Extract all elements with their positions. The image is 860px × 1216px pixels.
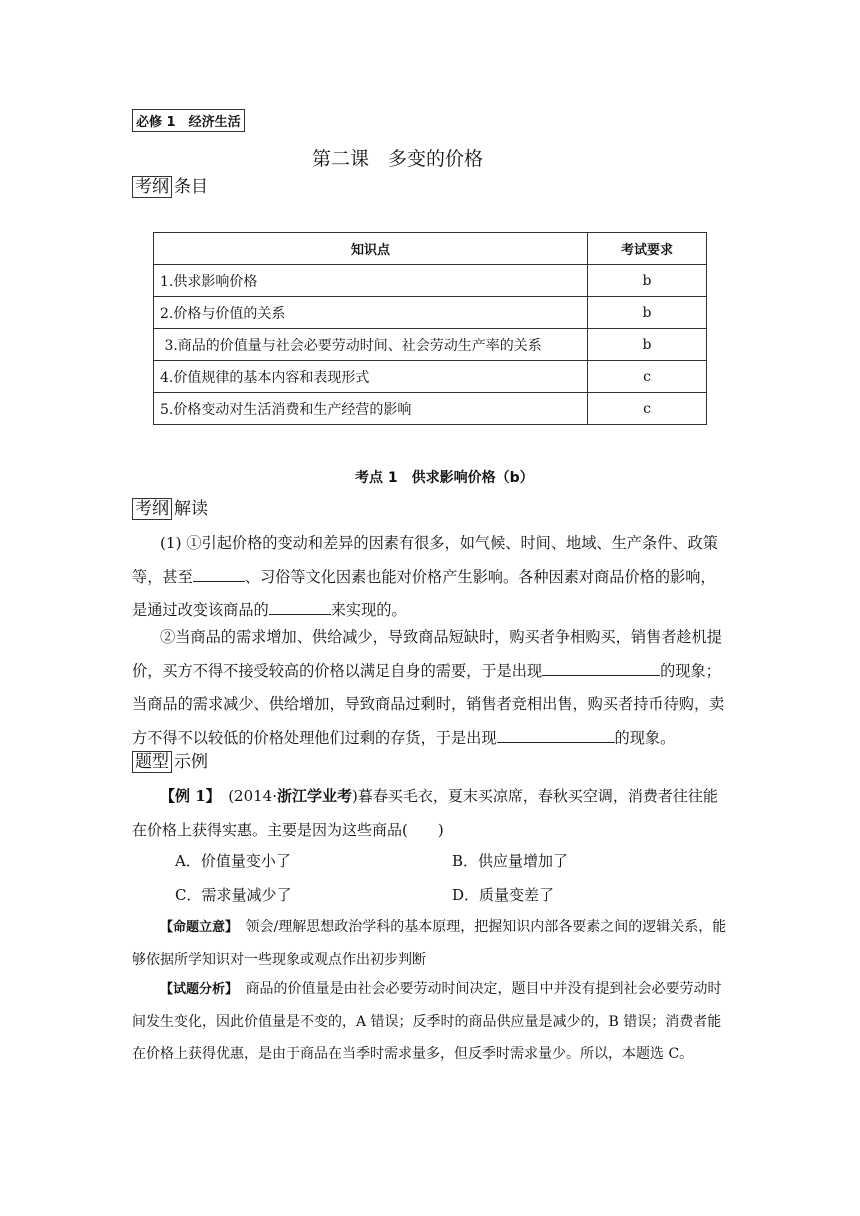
section-label-examples bbox=[132, 747, 208, 772]
section-text: 条目 bbox=[174, 177, 208, 197]
option-a: A．价值量变小了 bbox=[175, 852, 291, 870]
example-question bbox=[132, 780, 728, 847]
question-intent bbox=[132, 911, 732, 976]
section-text: 示例 bbox=[174, 752, 208, 772]
intent-text: 领会/理解思想政治学科的基本原理，把握知识内部各要素之间的逻辑关系，能够依据所学知识对一些现象或观点作出初步判断 bbox=[132, 919, 727, 968]
topic-cell: 3.商品的价值量与社会必要劳动时间、社会劳动生产率的关系 bbox=[154, 329, 588, 361]
topic-cell: 5.价格变动对生活消费和生产经营的影响 bbox=[154, 393, 588, 425]
example-text: )暮春买毛衣，夏末买凉席，春秋买空调，消费者往往能在价格上获得实惠。主要是因为这些商品( ) bbox=[132, 787, 718, 839]
requirement-cell: c bbox=[588, 361, 707, 393]
requirement-cell: b bbox=[588, 329, 707, 361]
header-requirement: 考试要求 bbox=[588, 233, 707, 265]
section-box: 考纲 bbox=[132, 176, 172, 198]
page-title: 第二课 多变的价格 bbox=[312, 148, 484, 170]
course-badge: 必修 1 经济生活 bbox=[132, 109, 245, 132]
intent-label: 【命题立意】 bbox=[160, 920, 232, 935]
table-row bbox=[154, 393, 707, 425]
table-row bbox=[154, 361, 707, 393]
section-label-interpretation bbox=[132, 494, 208, 519]
topic-cell: 4.价值规律的基本内容和表现形式 bbox=[154, 361, 588, 393]
table-row bbox=[154, 265, 707, 297]
option-d: D．质量变差了 bbox=[452, 886, 555, 904]
option-c: C．需求量减少了 bbox=[175, 886, 292, 904]
fill-blank bbox=[269, 600, 331, 615]
p2-text-a: ②当商品的需求增加、供给减少，导致商品短缺时，购买者争相购买，销售者趁机提价，买方不得不接受较高的价格以满足自身的需要，于是出现 bbox=[132, 628, 722, 680]
topic-cell: 2.价格与价值的关系 bbox=[154, 297, 588, 329]
example-label: 【例 1】 bbox=[160, 787, 214, 805]
requirement-cell: c bbox=[588, 393, 707, 425]
table-row bbox=[154, 297, 707, 329]
fill-blank bbox=[542, 661, 660, 676]
section-box: 题型 bbox=[132, 751, 172, 773]
analysis-label: 【试题分析】 bbox=[160, 982, 232, 997]
p1-text-c: 来实现的。 bbox=[330, 601, 407, 619]
p2-text-c: 的现象。 bbox=[614, 728, 676, 747]
table-header-row bbox=[154, 233, 707, 265]
section-box: 考纲 bbox=[132, 498, 172, 520]
paragraph-2 bbox=[132, 621, 728, 755]
requirement-cell: b bbox=[588, 297, 707, 329]
topic-cell: 1.供求影响价格 bbox=[154, 265, 588, 297]
example-source-pre: (2014· bbox=[228, 787, 277, 805]
p2-text-b: 的现象；当商品的需求减少、供给增加，导致商品过剩时，销售者竞相出售，购买者持币待购，卖方不得不以较低的价格处理他们过剩的存货，于是出现 bbox=[132, 661, 725, 747]
question-analysis bbox=[132, 973, 732, 1070]
section-text: 解读 bbox=[174, 499, 208, 519]
section-label-outline bbox=[132, 172, 208, 197]
header-topic: 知识点 bbox=[154, 233, 588, 265]
table-row bbox=[154, 329, 707, 361]
p1-text-a: (1) ①引起价格的变动和差异的因素有很多，如气候、时间、地域、生产条件、政策等，甚至 bbox=[132, 534, 718, 586]
analysis-text: 商品的价值量是由社会必要劳动时间决定，题目中并没有提到社会必要劳动时间发生变化，因此价值量是不变的，A 错误；反季时的商品供应量是减少的，B 错误；消费者能在价格上获得优惠，是由于商品在当季时需求量多，但反季时需求量少。所以，本题选 C。 bbox=[132, 981, 722, 1062]
syllabus-table bbox=[153, 232, 707, 425]
requirement-cell: b bbox=[588, 265, 707, 297]
p1-text-b: 、习俗等文化因素也能对价格产生影响。各种因素对商品价格的影响，是通过改变该商品的 bbox=[132, 567, 716, 619]
paragraph-1 bbox=[132, 527, 728, 628]
option-b: B．供应量增加了 bbox=[452, 852, 569, 870]
fill-blank bbox=[497, 728, 615, 743]
fill-blank bbox=[193, 567, 245, 582]
example-source: 浙江学业考 bbox=[276, 787, 352, 805]
key-point-heading: 考点 1 供求影响价格（b） bbox=[355, 470, 534, 486]
